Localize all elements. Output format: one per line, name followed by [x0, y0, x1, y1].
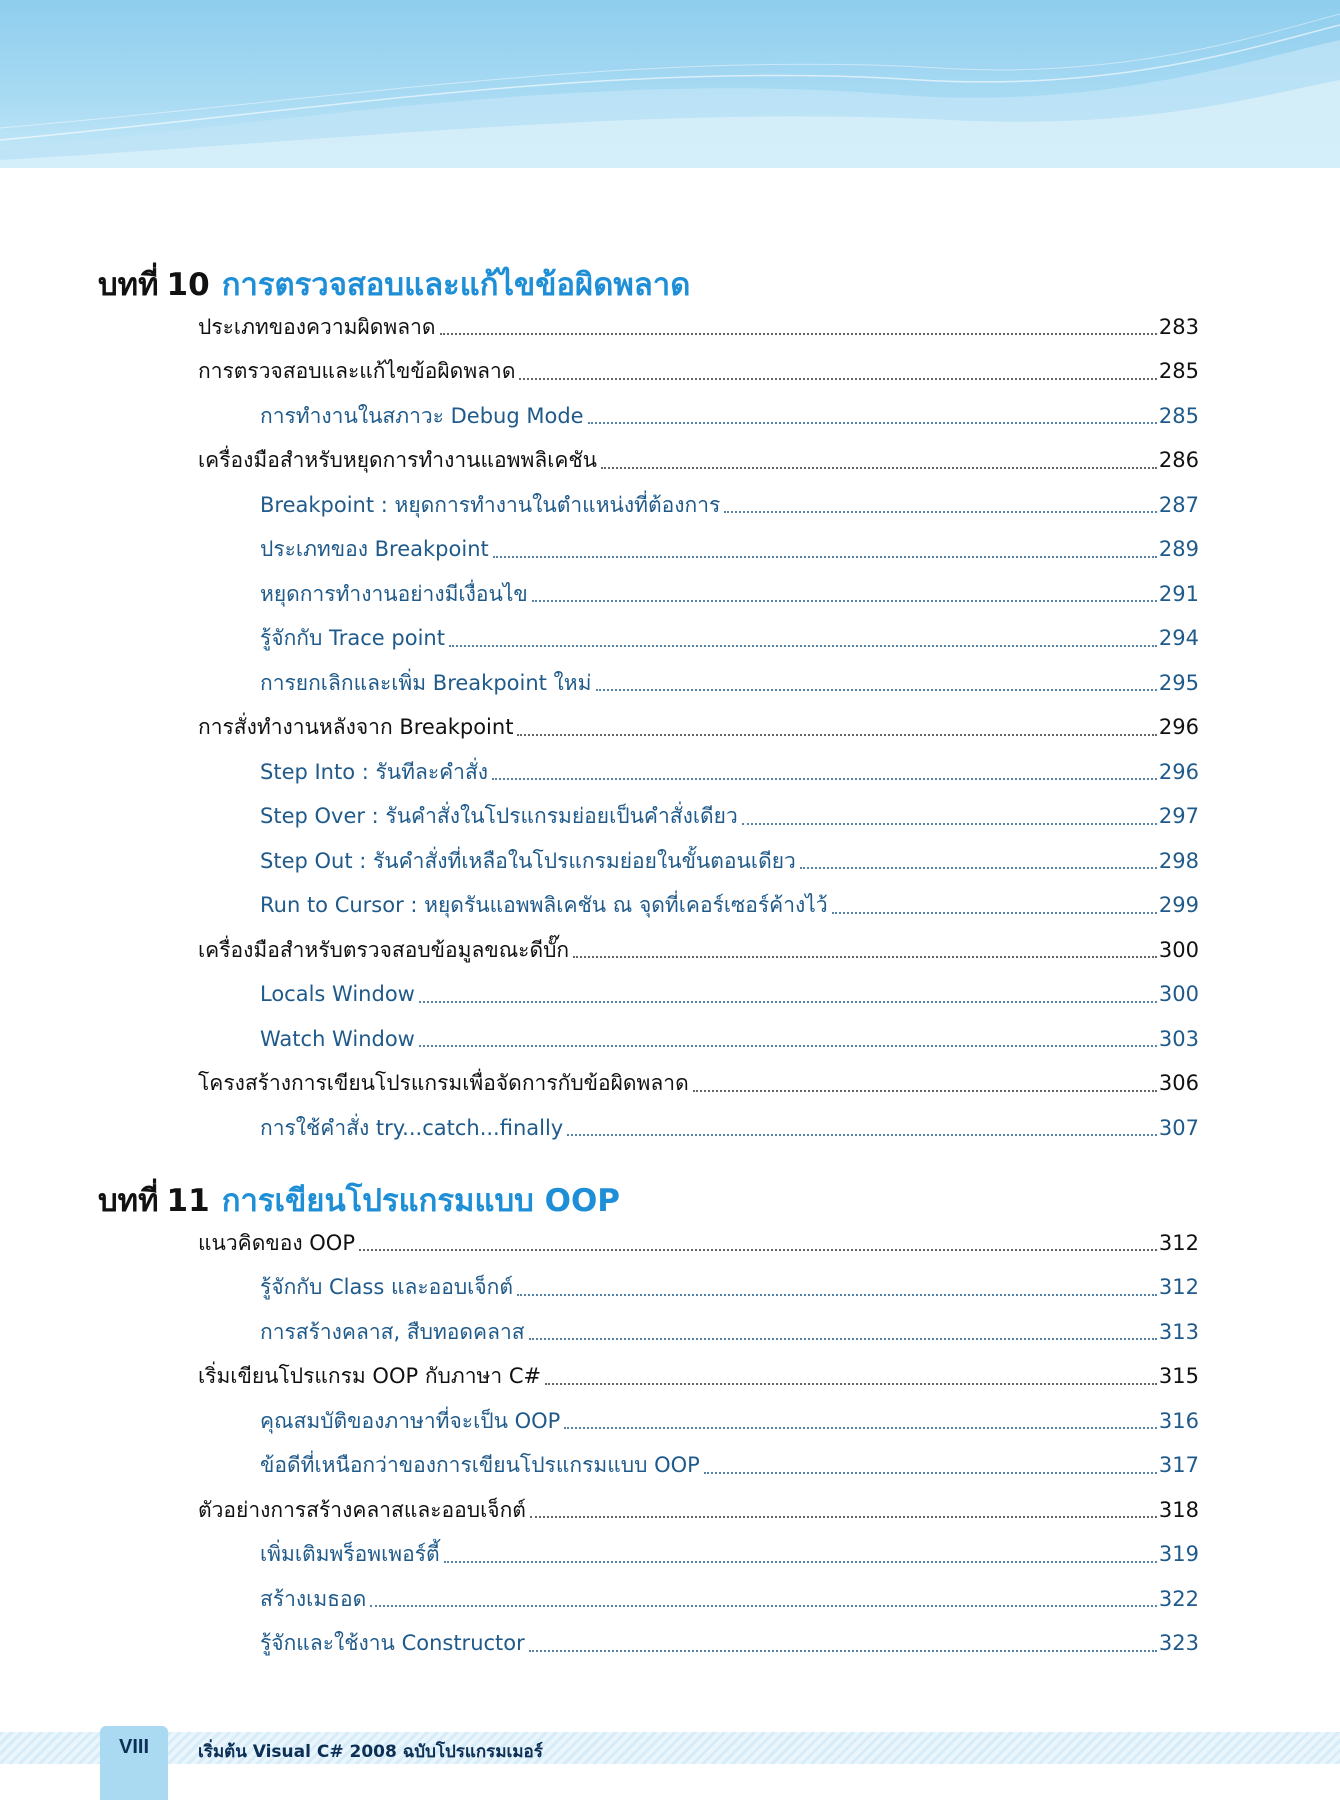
chapter-label: บทที่	[98, 1183, 159, 1219]
toc-entry-title: Watch Window	[260, 1026, 415, 1051]
toc-section-entry[interactable]	[198, 355, 1199, 385]
toc-entry-title: รู้จักกับ Class และออบเจ็กต์	[260, 1275, 514, 1300]
toc-dot-leader	[530, 1516, 1157, 1518]
toc-page-number: 312	[1158, 1230, 1199, 1255]
toc-dot-leader	[601, 467, 1157, 469]
toc-page-number: 315	[1158, 1364, 1199, 1389]
toc-dot-leader	[517, 1294, 1157, 1296]
toc-section-entry[interactable]	[198, 1493, 1199, 1523]
toc-entry-title: ประเภทของ Breakpoint	[260, 537, 489, 562]
toc-entry-title: รู้จักกับ Trace point	[260, 626, 445, 651]
toc-dot-leader	[529, 1338, 1157, 1340]
toc-page-number: 285	[1158, 359, 1199, 384]
toc-dot-leader	[596, 689, 1157, 691]
toc-subsection-entry[interactable]	[260, 978, 1199, 1008]
toc-dot-leader	[359, 1249, 1157, 1251]
toc-subsection-entry[interactable]	[260, 1404, 1199, 1434]
toc-entry-title: Step Over : รันคำสั่งในโปรแกรมย่อยเป็นคำสั่งเดียว	[260, 804, 738, 829]
toc-subsection-entry[interactable]	[260, 755, 1199, 785]
toc-dot-leader	[370, 1605, 1157, 1607]
toc-entry-title: Breakpoint : หยุดการทำงานในตำแหน่งที่ต้องการ	[260, 492, 721, 517]
toc-dot-leader	[704, 1472, 1157, 1474]
footer-page-number: VIII	[118, 1736, 149, 1758]
toc-subsection-entry[interactable]	[260, 800, 1199, 830]
toc-entry-title: คุณสมบัติของภาษาที่จะเป็น OOP	[260, 1408, 561, 1433]
toc-entry-title: สร้างเมธอด	[260, 1586, 367, 1611]
toc-page-number: 322	[1158, 1586, 1199, 1611]
toc-entry-title: ข้อดีที่เหนือกว่าของการเขียนโปรแกรมแบบ OOP	[260, 1453, 700, 1478]
toc-page-number: 286	[1158, 448, 1199, 473]
toc-subsection-entry[interactable]	[260, 399, 1199, 429]
toc-page-number: 296	[1158, 715, 1199, 740]
toc-entry-title: Run to Cursor : หยุดรันแอพพลิเคชัน ณ จุดที่เคอร์เซอร์ค้างไว้	[260, 893, 828, 918]
toc-subsection-entry[interactable]	[260, 1271, 1199, 1301]
toc-dot-leader	[517, 734, 1156, 736]
toc-page-number: 300	[1158, 937, 1199, 962]
toc-dot-leader	[419, 1001, 1157, 1003]
toc-entry-title: การใช้คำสั่ง try...catch...finally	[260, 1115, 564, 1140]
toc-section-entry[interactable]	[198, 711, 1199, 741]
toc-page-number: 298	[1158, 848, 1199, 873]
toc-entry-title: ประเภทของความผิดพลาด	[198, 314, 436, 339]
toc-dot-leader	[449, 645, 1157, 647]
toc-section-entry[interactable]	[198, 1360, 1199, 1390]
toc-subsection-entry[interactable]	[260, 1315, 1199, 1345]
toc-entry-title: Locals Window	[260, 982, 415, 1007]
toc-entry-title: การสร้างคลาส, สืบทอดคลาส	[260, 1319, 525, 1344]
toc-page-number: 299	[1158, 893, 1199, 918]
toc-page-number: 294	[1158, 626, 1199, 651]
toc-subsection-entry[interactable]	[260, 577, 1199, 607]
toc-page-number: 283	[1158, 314, 1199, 339]
toc-page-number: 323	[1158, 1631, 1199, 1656]
toc-entry-title: แนวคิดของ OOP	[198, 1230, 355, 1255]
toc-entry-title: เริ่มเขียนโปรแกรม OOP กับภาษา C#	[198, 1364, 542, 1389]
toc-entry-title: การตรวจสอบและแก้ไขข้อผิดพลาด	[198, 359, 516, 384]
chapter-title: การตรวจสอบและแก้ไขข้อผิดพลาด	[221, 267, 691, 303]
chapter-number: 10	[166, 267, 210, 303]
toc-entry-title: เครื่องมือสำหรับหยุดการทำงานแอพพลิเคชัน	[198, 448, 598, 473]
toc-page-number: 300	[1158, 982, 1199, 1007]
toc-page-number: 318	[1158, 1497, 1199, 1522]
toc-subsection-entry[interactable]	[260, 1111, 1199, 1141]
header-wave-graphic	[0, 0, 1340, 168]
toc-dot-leader	[532, 600, 1157, 602]
toc-subsection-entry[interactable]	[260, 533, 1199, 563]
toc-page-number: 289	[1158, 537, 1199, 562]
toc-dot-leader	[440, 333, 1157, 335]
toc-dot-leader	[742, 823, 1157, 825]
toc-page-number: 285	[1158, 403, 1199, 428]
toc-section-entry[interactable]	[198, 933, 1199, 963]
toc-section-entry[interactable]	[198, 444, 1199, 474]
toc-dot-leader	[493, 556, 1157, 558]
toc-page-number: 316	[1158, 1408, 1199, 1433]
toc-page-number: 312	[1158, 1275, 1199, 1300]
toc-section-entry[interactable]	[198, 310, 1199, 340]
toc-page-number: 306	[1158, 1071, 1199, 1096]
toc-dot-leader	[529, 1650, 1157, 1652]
toc-entry-title: การยกเลิกและเพิ่ม Breakpoint ใหม่	[260, 670, 592, 695]
toc-entry-title: เพิ่มเติมพร็อพเพอร์ตี้	[260, 1542, 440, 1567]
toc-page-number: 296	[1158, 759, 1199, 784]
toc-entry-title: Step Into : รันทีละคำสั่ง	[260, 759, 489, 784]
toc-subsection-entry[interactable]	[260, 844, 1199, 874]
footer-book-title: เริ่มต้น Visual C# 2008 ฉบับโปรแกรมเมอร์	[198, 1742, 543, 1762]
toc-section-entry[interactable]	[198, 1067, 1199, 1097]
chapter-heading	[98, 267, 691, 303]
toc-dot-leader	[567, 1134, 1157, 1136]
toc-page-number: 303	[1158, 1026, 1199, 1051]
toc-dot-leader	[573, 956, 1157, 958]
toc-subsection-entry[interactable]	[260, 1582, 1199, 1612]
header-banner	[0, 0, 1340, 168]
toc-subsection-entry[interactable]	[260, 488, 1199, 518]
toc-page-number: 297	[1158, 804, 1199, 829]
toc-entry-title: หยุดการทำงานอย่างมีเงื่อนไข	[260, 581, 528, 606]
toc-dot-leader	[832, 912, 1157, 914]
toc-subsection-entry[interactable]	[260, 889, 1199, 919]
toc-page-number: 319	[1158, 1542, 1199, 1567]
toc-dot-leader	[545, 1383, 1157, 1385]
toc-subsection-entry[interactable]	[260, 1449, 1199, 1479]
toc-page-number: 317	[1158, 1453, 1199, 1478]
toc-entry-title: ตัวอย่างการสร้างคลาสและออบเจ็กต์	[198, 1497, 526, 1522]
chapter-title: การเขียนโปรแกรมแบบ OOP	[221, 1183, 621, 1219]
toc-dot-leader	[444, 1561, 1157, 1563]
toc-page-number: 313	[1158, 1319, 1199, 1344]
toc-dot-leader	[800, 867, 1157, 869]
toc-page-number: 291	[1158, 581, 1199, 606]
chapter-label: บทที่	[98, 267, 159, 303]
toc-subsection-entry[interactable]	[260, 666, 1199, 696]
toc-page-number: 295	[1158, 670, 1199, 695]
toc-subsection-entry[interactable]	[260, 1627, 1199, 1657]
toc-entry-title: รู้จักและใช้งาน Constructor	[260, 1631, 525, 1656]
toc-dot-leader	[492, 778, 1157, 780]
toc-dot-leader	[519, 378, 1156, 380]
toc-page-number: 287	[1158, 492, 1199, 517]
toc-subsection-entry[interactable]	[260, 622, 1199, 652]
toc-dot-leader	[724, 511, 1157, 513]
chapter-heading	[98, 1183, 621, 1219]
toc-page-number: 307	[1158, 1115, 1199, 1140]
toc-dot-leader	[588, 422, 1157, 424]
toc-dot-leader	[693, 1090, 1157, 1092]
toc-entry-title: การสั่งทำงานหลังจาก Breakpoint	[198, 715, 514, 740]
toc-entry-title: การทำงานในสภาวะ Debug Mode	[260, 403, 584, 428]
toc-dot-leader	[419, 1045, 1157, 1047]
toc-subsection-entry[interactable]	[260, 1022, 1199, 1052]
toc-entry-title: โครงสร้างการเขียนโปรแกรมเพื่อจัดการกับข้อผิดพลาด	[198, 1071, 689, 1096]
toc-dot-leader	[564, 1427, 1157, 1429]
toc-entry-title: เครื่องมือสำหรับตรวจสอบข้อมูลขณะดีบั๊ก	[198, 937, 570, 962]
toc-subsection-entry[interactable]	[260, 1538, 1199, 1568]
toc-section-entry[interactable]	[198, 1226, 1199, 1256]
toc-entry-title: Step Out : รันคำสั่งที่เหลือในโปรแกรมย่อยในขั้นตอนเดียว	[260, 848, 796, 873]
chapter-number: 11	[166, 1183, 210, 1219]
